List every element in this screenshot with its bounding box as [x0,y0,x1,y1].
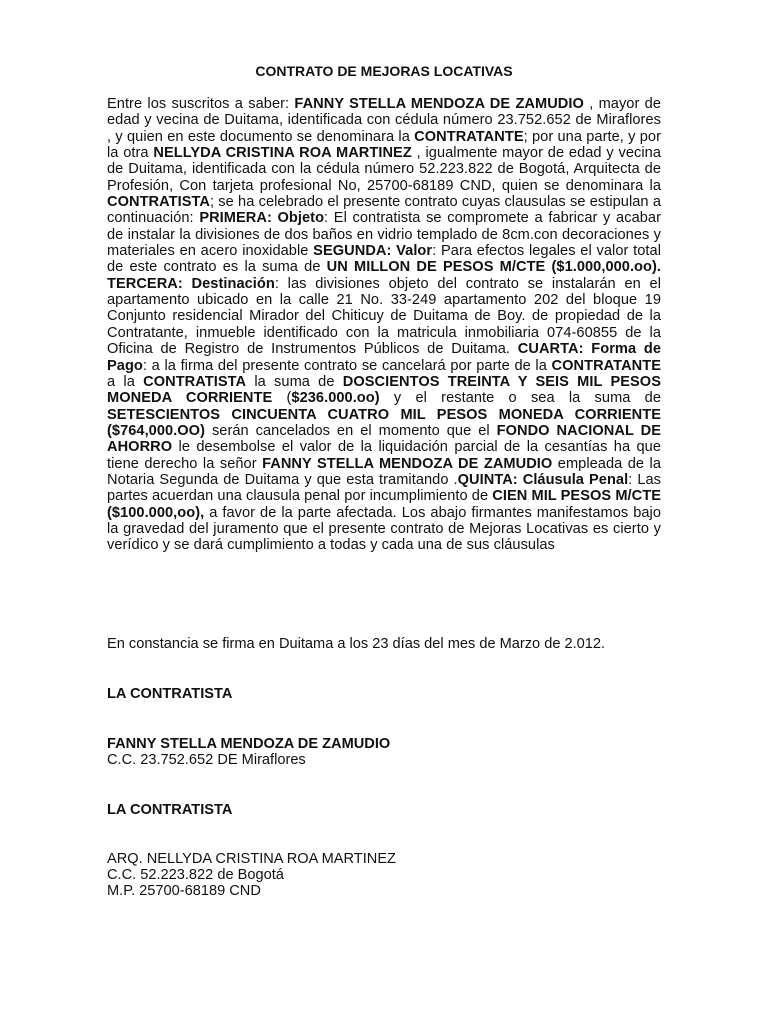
body-bold-run: FANNY STELLA MENDOZA DE ZAMUDIO [294,96,584,112]
body-text-run: a la [107,373,144,390]
body-text-run: serán cancelados en el momento que el [205,422,497,439]
body-bold-run: CONTRATANTE [551,357,661,374]
signatory-name-contratante: FANNY STELLA MENDOZA DE ZAMUDIO [107,736,391,752]
contract-body [107,96,661,554]
body-text-run: : Para efectos legales el valor total de este contrato es la suma de [107,243,661,276]
body-bold-run: FONDO NACIONAL DE AHORRO [107,422,661,456]
body-bold-run: PRIMERA: Objeto [199,210,325,227]
body-text-run: : a la firma del presente contrato se cancelará por parte de la [142,357,552,374]
body-text-run: ; por una parte, y por la otra [107,128,662,162]
body-bold-run: FANNY STELLA MENDOZA DE ZAMUDIO [262,455,553,472]
body-text-run: Entre los suscritos a saber: [107,96,295,112]
body-text-run: : las divisiones objeto del contrato se instalarán en el apartamento ubicado en la calle 21 No. 33-249 apartamento 202 del bloque 19 Conjunto residencial Mirador del Chiticuy de Duitama de Boy. de propiedad de la Contratante, inmueble identificado con la matricula inmobiliaria 074-60855 de la Oficina de Registro de Instrumentos Públicos de Duitama. [107,275,661,358]
signature-label-contratista: LA CONTRATISTA [107,686,233,702]
body-text-run: : El contratista se compromete a fabricar y acabar de instalar la divisiones de dos baños en vidrio templado de 8cm.con decoraciones y materiales en acero inoxidable [107,210,661,260]
signatory-id-contratista: C.C. 52.223.822 de Bogotá [107,867,284,883]
body-text-run: , igualmente mayor de edad y vecina de Duitama, identificada con la cédula número 52.223.822 de Bogotá, Arquitecta de Profesión, Con tarjeta profesional No, 25700-68189 CND, quien se denominara la [107,145,662,194]
body-text-run: a favor de la parte afectada. Los abajo firmantes manifestamos bajo la gravedad del juramento que el presente contrato de Mejoras Locativas es cierto y verídico y se dará cumplimiento a todas y cada una de sus cláusulas [107,504,661,554]
body-bold-run: QUINTA: Cláusula Penal [457,471,629,488]
body-bold-run: SETESCIENTOS CINCUENTA CUATRO MIL PESOS MONEDA CORRIENTE ($764,000.OO) [107,406,661,439]
body-text-run: : Las partes acuerdan una clausula penal por incumplimiento de [107,471,662,505]
body-bold-run: NELLYDA CRISTINA ROA MARTINEZ [153,145,412,162]
body-bold-run: SEGUNDA: Valor [313,243,433,260]
signatory-name-contratista: ARQ. NELLYDA CRISTINA ROA MARTINEZ [107,851,396,867]
closing-statement: En constancia se firma en Duitama a los 23 días del mes de Marzo de 2.012. [107,636,606,652]
body-text-run: ; se ha celebrado el presente contrato cuyas clausulas se estipulan a continuación: [107,194,661,227]
body-bold-run: $236.000.oo) [291,390,380,407]
body-text-run: , mayor de edad y vecina de Duitama, identificada con cédula número 23.752.652 de Miraflores , y quien en este documento se denominara la [107,96,661,145]
body-bold-run: DOSCIENTOS TREINTA Y SEIS MIL PESOS MONEDA CORRIENTE [107,373,661,407]
signatory-professional-registration: M.P. 25700-68189 CND [107,883,261,899]
body-bold-run: CONTRATISTA [143,373,247,390]
body-text-run: le desembolse el valor de la liquidación parcial de la cesantías ha que tiene derecho la señor [107,439,661,472]
signatory-id-contratante: C.C. 23.752.652 DE Miraflores [107,752,306,768]
body-bold-run: CONTRATANTE [414,128,524,145]
body-bold-run: CONTRATISTA [107,194,210,211]
body-bold-run: CUARTA: Forma de Pago [107,341,661,374]
signature-label-contratista-2: LA CONTRATISTA [107,802,233,818]
body-bold-run: UN MILLON DE PESOS M/CTE ($1.000,000.oo). TERCERA: Destinación [107,259,661,292]
document-title: CONTRATO DE MEJORAS LOCATIVAS [255,63,513,79]
body-text-run: empleada de la Notaria Segunda de Duitama y que esta tramitando . [107,455,662,488]
body-text-run: la suma de [246,373,343,390]
body-bold-run: CIEN MIL PESOS M/CTE ($100.000,oo), [107,488,661,521]
body-text-run: y el restante o sea la suma de [379,390,662,407]
body-text-run: ( [272,390,292,407]
